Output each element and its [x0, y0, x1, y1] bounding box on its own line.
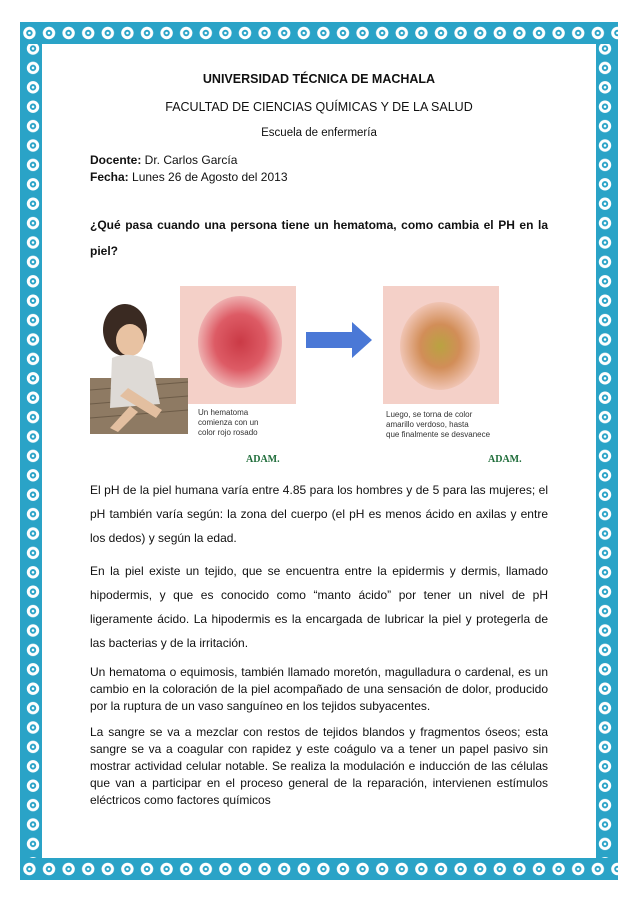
paragraph-ph-values: El pH de la piel humana varía entre 4.85 para los hombres y de 5 para las mujeres; el pH también varía según: la zona del cuerpo (el pH es menos ácido en axilas y entre los dedos) y según la edad.	[90, 483, 548, 545]
question-heading: ¿Qué pasa cuando una persona tiene un hematoma, como cambia el PH en la piel?	[90, 218, 548, 258]
school-title: Escuela de enfermería	[261, 127, 377, 139]
fecha-line	[90, 169, 548, 186]
adam-logo-left: ADAM.	[246, 454, 280, 465]
docente-value: Dr. Carlos García	[141, 153, 238, 167]
arrow-right-icon	[306, 322, 372, 358]
docente-label: Docente:	[90, 153, 142, 167]
fecha-label: Fecha:	[90, 170, 129, 184]
page-content	[90, 72, 548, 818]
paragraph-coagulation: La sangre se va a mezclar con restos de tejidos blandos y fragmentos óseos; esta sangre se va a coagular con rapidez y este coágulo va a tener un papel pasivo sin mostrar actividad celular notable. Se realiza la modulación e inducción de las células que van a participar en el proceso general de la reparación, intervienen estímulos eléctricos como factores químicos	[90, 725, 548, 807]
faculty-title: FACULTAD DE CIENCIAS QUÍMICAS Y DE LA SALUD	[165, 100, 473, 114]
paragraph-hipodermis: En la piel existe un tejido, que se encuentra entre la epidermis y dermis, llamado hipodermis, y que es conocido como “manto ácido” por tener un nivel de pH ligeramente ácido. La hipodermis es la encargada de lubricar la piel y protegerla de las bacterias y de la irritación.	[90, 564, 548, 650]
hematoma-illustration	[90, 278, 548, 478]
caption-right-line-2: amarillo verdoso, hasta	[386, 420, 469, 429]
caption-right-line-1: Luego, se torna de color	[386, 410, 473, 419]
caption-left-line-1: Un hematoma	[198, 408, 249, 417]
caption-right-line-3: que finalmente se desvanece	[386, 430, 491, 439]
caption-left-line-2: comienza con un	[198, 418, 259, 427]
university-title: UNIVERSIDAD TÉCNICA DE MACHALA	[202, 72, 436, 86]
docente-line	[90, 152, 548, 169]
hematoma-figure	[90, 278, 548, 478]
paragraph-hematoma-definition: Un hematoma o equimosis, también llamado moretón, magulladura o cardenal, es un cambio en la coloración de la piel acompañado de una sensación de dolor, producido por la ruptura de un vaso sanguíneo en los tejidos subyacentes.	[90, 665, 548, 713]
adam-logo-right: ADAM.	[488, 454, 522, 465]
caption-left-line-3: color rojo rosado	[198, 428, 258, 437]
fecha-value: Lunes 26 de Agosto del 2013	[128, 170, 288, 184]
